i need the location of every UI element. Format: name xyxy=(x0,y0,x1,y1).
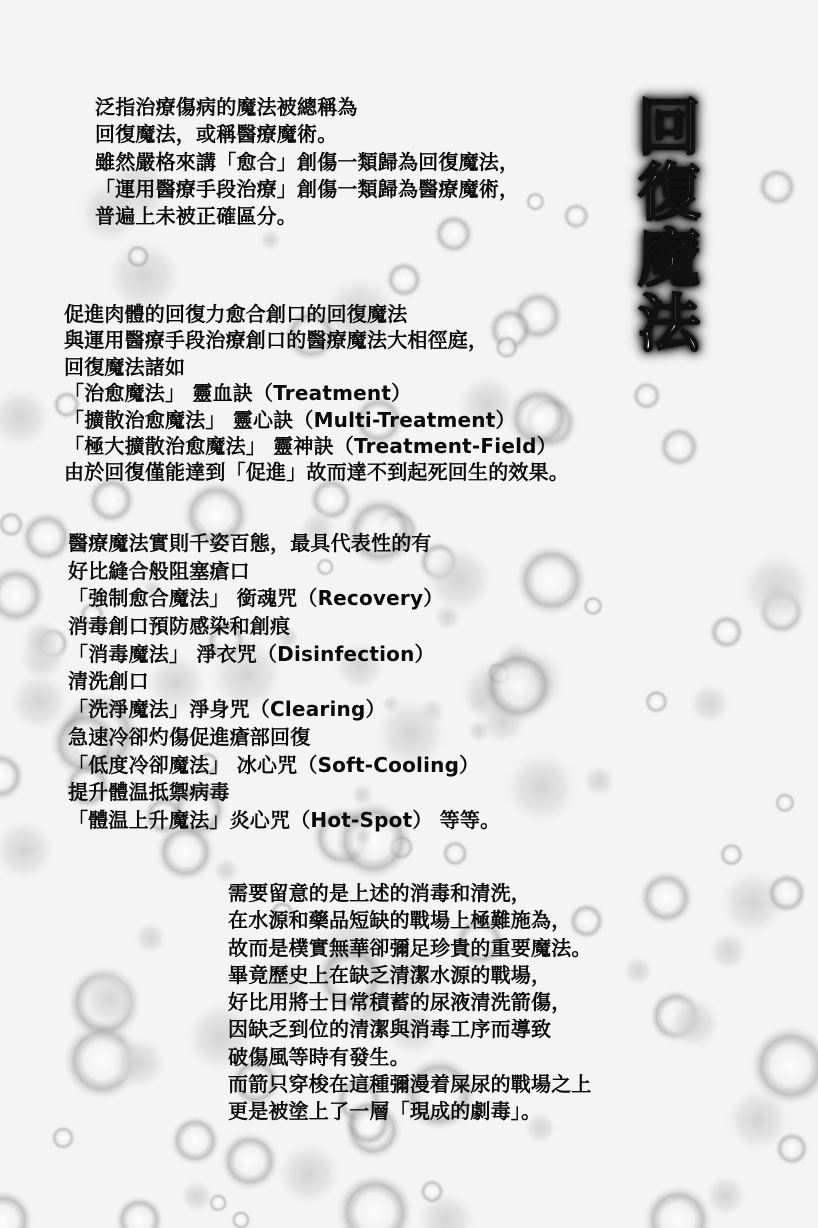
text-line: 促進肉體的回復力愈合創口的回復魔法 xyxy=(64,302,408,326)
text-line: 好比縫合般阻塞瘡口 xyxy=(68,558,250,583)
bokeh-spot xyxy=(737,548,817,628)
bokeh-spot xyxy=(501,747,583,829)
intro-paragraph xyxy=(95,94,519,230)
text-line: 因缺乏到位的清潔與消毒工序而導致 xyxy=(228,1017,552,1042)
text-line: 回復魔法，或稱醫療魔術。 xyxy=(95,122,338,147)
text-line: 回復魔法諸如 xyxy=(64,354,186,379)
text-line: 「治愈魔法」 靈血訣（Treatment） xyxy=(64,381,412,406)
bokeh-spot xyxy=(125,244,151,270)
text-line: 而箭只穿梭在這種彌漫着屎尿的戰場之上 xyxy=(228,1072,592,1097)
text-line: 與運用醫療手段治療創口的醫療魔法大相徑庭， xyxy=(64,328,489,353)
text-line: 破傷風等時有發生。 xyxy=(228,1044,410,1069)
bokeh-spot xyxy=(50,1125,76,1151)
text-line: 「體温上升魔法」炎心咒（Hot-Spot） 等等。 xyxy=(68,807,501,832)
bokeh-spot xyxy=(0,384,54,452)
bokeh-spot xyxy=(562,202,591,231)
text-line: 普遍上未被正確區分。 xyxy=(95,204,297,229)
text-line: 泛指治療傷病的魔法被總稱為 xyxy=(95,95,358,119)
bokeh-spot xyxy=(638,869,695,926)
bokeh-spot xyxy=(621,954,655,988)
recovery-magic-paragraph xyxy=(64,301,569,486)
bokeh-spot xyxy=(0,1189,34,1228)
bokeh-spot xyxy=(419,1179,445,1205)
text-line: 需要留意的是上述的消毒和清洗， xyxy=(228,881,531,905)
bokeh-spot xyxy=(20,618,64,662)
bokeh-spot xyxy=(657,425,700,468)
bokeh-spot xyxy=(525,191,546,212)
text-line: 更是被塗上了一層「現成的劇毒」。 xyxy=(228,1099,542,1124)
bokeh-spot xyxy=(230,1210,251,1228)
title-char: 法 xyxy=(637,287,700,361)
text-line: 「擴散治愈魔法」 靈心訣（Multi-Treatment） xyxy=(64,407,516,432)
text-line: 提升體温抵禦病毒 xyxy=(68,780,230,805)
note-paragraph xyxy=(228,880,592,1126)
bokeh-spot xyxy=(0,751,26,802)
bokeh-spot xyxy=(273,1138,344,1209)
bokeh-spot xyxy=(179,1178,215,1214)
bokeh-spot xyxy=(335,1172,415,1228)
text-line: 由於回復僅能達到「促進」故而達不到起死回生的效果。 xyxy=(64,460,569,485)
text-line: 「極大擴散治愈魔法」 靈神訣（Treatment-Field） xyxy=(64,433,557,458)
text-line: 「強制愈合魔法」 銜魂咒（Recovery） xyxy=(68,586,444,611)
text-line: 「消毒魔法」 淨衣咒（Disinfection） xyxy=(68,641,435,666)
text-line: 醫療魔法實則千姿百態，最具代表性的有 xyxy=(68,531,432,555)
bokeh-spot xyxy=(0,816,58,884)
bokeh-spot xyxy=(0,564,47,626)
text-line: 好比用將士日常積蓄的尿液清洗箭傷， xyxy=(228,990,572,1015)
medical-magic-paragraph xyxy=(68,530,500,835)
page-title xyxy=(626,90,712,361)
title-char: 回 xyxy=(637,90,700,164)
bokeh-spot xyxy=(258,228,282,252)
text-line: 清洗創口 xyxy=(68,669,149,694)
text-line: 消毒創口預防感染和創痕 xyxy=(68,614,291,639)
bokeh-spot xyxy=(774,792,796,814)
title-char: 復 xyxy=(637,156,700,230)
bokeh-spot xyxy=(707,929,751,973)
bokeh-spot xyxy=(756,166,797,207)
bokeh-spot xyxy=(708,614,745,651)
text-line: 故而是樸實無華卻彌足珍貴的重要魔法。 xyxy=(228,935,592,960)
bokeh-spot xyxy=(110,1034,169,1093)
bokeh-spot xyxy=(133,920,169,956)
bokeh-spot xyxy=(20,510,74,564)
text-line: 「運用醫療手段治療」創傷一類歸為醫療魔術， xyxy=(95,176,520,201)
bokeh-spot xyxy=(441,839,469,867)
bokeh-spot xyxy=(765,872,808,915)
bokeh-spot xyxy=(582,595,604,617)
text-line: 雖然嚴格來講「愈合」創傷一類歸為回復魔法， xyxy=(95,149,520,174)
bokeh-spot xyxy=(114,1195,164,1228)
bokeh-spot xyxy=(631,380,662,411)
bokeh-spot xyxy=(719,842,745,868)
title-char: 魔 xyxy=(637,221,700,295)
bokeh-spot xyxy=(581,763,617,799)
bokeh-spot xyxy=(665,994,724,1053)
text-line: 「洗淨魔法」淨身咒（Clearing） xyxy=(68,697,386,722)
bokeh-spot xyxy=(687,681,733,727)
bokeh-spot xyxy=(642,1184,714,1228)
bokeh-spot xyxy=(169,1115,221,1167)
text-line: 「低度冷卻魔法」 冰心咒（Soft-Cooling） xyxy=(68,752,480,777)
bokeh-spot xyxy=(514,543,588,617)
text-line: 畢竟歷史上在缺乏清潔水源的戰場， xyxy=(228,962,552,987)
bokeh-spot xyxy=(80,969,140,1029)
text-line: 在水源和藥品短缺的戰場上極難施為， xyxy=(228,908,572,933)
bokeh-spot xyxy=(219,1131,280,1192)
text-line: 急速冷卻灼傷促進瘡部回復 xyxy=(68,724,311,749)
bokeh-spot xyxy=(774,1131,810,1167)
bokeh-spot xyxy=(644,689,670,715)
